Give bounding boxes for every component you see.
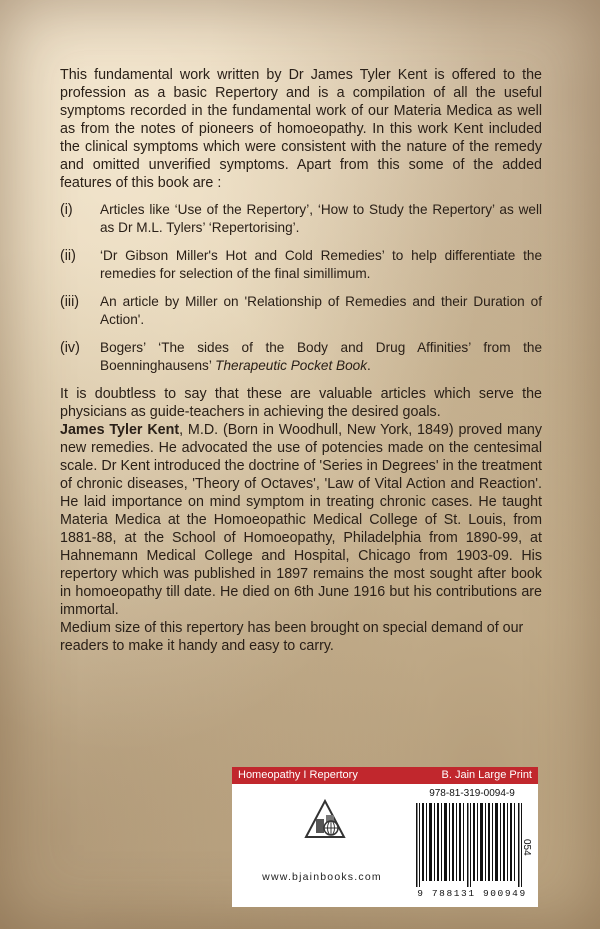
summary-note: It is doubtless to say that these are valuable articles which serve the physicians as guide-teachers in achieving the desired goals.: [60, 386, 542, 420]
list-item-text: [100, 339, 542, 375]
list-item-text: An article by Miller on 'Relationship of Remedies and their Duration of Action'.: [100, 294, 542, 327]
book-title-italic: Therapeutic Pocket Book: [215, 358, 368, 373]
price-code: 054: [521, 839, 532, 856]
list-item-text-end: .: [367, 358, 371, 373]
category-label: Homeopathy I Repertory: [238, 769, 358, 781]
list-item: [60, 293, 542, 329]
publisher-logo-icon: [300, 797, 350, 843]
list-item: [60, 339, 542, 375]
list-item-number: (i): [60, 202, 73, 218]
list-item-number: (ii): [60, 248, 76, 264]
list-item-text: Articles like ‘Use of the Repertory’, ‘How to Study the Repertory’ as well as Dr M.L. Tylers’ ‘Repertorising’.: [100, 202, 542, 235]
barcode: [414, 803, 526, 887]
list-item-number: (iv): [60, 340, 80, 356]
author-name: James Tyler Kent: [60, 422, 180, 438]
isbn-number: 978-81-319-0094-9: [429, 788, 515, 799]
publisher-website: www.bjainbooks.com: [262, 871, 382, 883]
list-item-text-main: Bogers’ ‘The sides of the Body and Drug Affinities’ from the Boenninghausens’: [100, 340, 542, 373]
series-label: B. Jain Large Print: [441, 769, 532, 781]
features-list: [60, 201, 542, 375]
author-bio-text: , M.D. (Born in Woodhull, New York, 1849) proved many new remedies. He advocated the use of potencies made on the centesimal scale. Dr Kent introduced the doctrine of 'Series in Degrees' in the treatment of chronic diseases, 'Theory of Octaves', 'Law of Vital Action and Reaction'. He laid importance on mind symptom in treating chronic cases. He taught Materia Medica at the Homoeopathic Medical College of St. Louis, from 1881-88, at the School of Homoeopathy, Philadelphia from 1890-99, at Hahnemann Medical College and Hospital, Chicago from 1903-09. His repertory which was published in 1897 remains the most sought after book in homoeopathy till date. He died on 6th June 1916 but his contributions are immortal.: [60, 422, 542, 618]
intro-paragraph: This fundamental work written by Dr James Tyler Kent is offered to the profession as a basic Repertory and is a compilation of all the useful symptoms recorded in the fundamental work of our Materia Medica as well as from the notes of pioneers of homoeopathy. In this work Kent included the clinical symptoms which were consistent with the nature of the remedy and omitted unverified symptoms. Apart from this some of the added features of this book are :: [60, 67, 542, 191]
list-item: [60, 201, 542, 237]
publisher-info-box: [232, 767, 538, 907]
list-item-number: (iii): [60, 294, 80, 310]
category-banner: [232, 767, 538, 784]
author-bio: [60, 421, 542, 619]
back-cover-text: [60, 66, 542, 655]
barcode-digits: 9 788131 900949: [417, 888, 527, 899]
closing-paragraph: Medium size of this repertory has been brought on special demand of our readers to make it handy and easy to carry.: [60, 620, 524, 654]
list-item: [60, 247, 542, 283]
list-item-text: ‘Dr Gibson Miller's Hot and Cold Remedies’ to help differentiate the remedies for selection of the final simillimum.: [100, 248, 542, 281]
